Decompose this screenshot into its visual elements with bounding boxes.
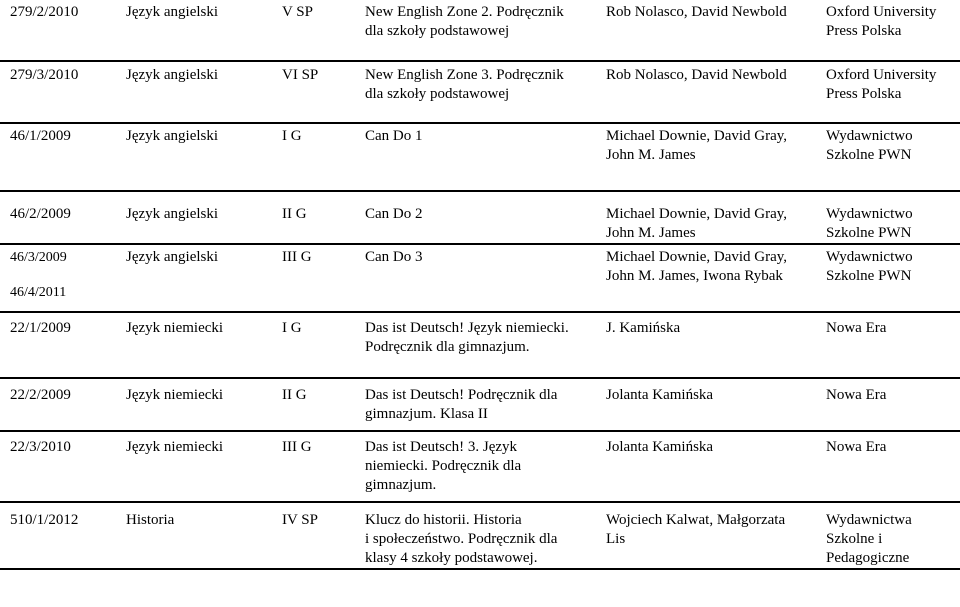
title-line: Podręcznik dla gimnazjum. [365, 339, 530, 355]
catalog-number-cell [0, 431, 114, 502]
level-cell [269, 431, 354, 502]
authors-cell [595, 0, 810, 61]
publisher-cell [810, 502, 960, 569]
publisher-cell [810, 191, 960, 244]
catalog-number-text: 46/2/2009 [10, 206, 71, 222]
title-line: dla szkoły podstawowej [365, 23, 510, 39]
authors-line: Lis [606, 531, 626, 547]
publisher-line: Szkolne PWN [826, 147, 912, 163]
publisher-line: Pedagogiczne [826, 550, 910, 566]
authors-cell [595, 431, 810, 502]
catalog-number-text: 22/2/2009 [10, 387, 71, 403]
level-text: IV SP [282, 512, 318, 528]
subject-text: Historia [126, 512, 175, 528]
title-line: Can Do 1 [365, 128, 423, 144]
title-line: klasy 4 szkoły podstawowej. [365, 550, 538, 566]
catalog-number-cell [0, 378, 114, 431]
catalog-number-text: 22/1/2009 [10, 320, 71, 336]
subject-text: Język angielski [126, 128, 219, 144]
subject-cell [114, 0, 269, 61]
subject-text: Język angielski [126, 67, 219, 83]
title-line: niemiecki. Podręcznik dla [365, 458, 522, 474]
publisher-line: Nowa Era [826, 320, 887, 336]
authors-cell [595, 502, 810, 569]
catalog-number-cell [0, 244, 114, 312]
authors-cell [595, 191, 810, 244]
table-row [0, 123, 960, 191]
publisher-cell [810, 123, 960, 191]
level-cell [269, 123, 354, 191]
publisher-cell [810, 378, 960, 431]
publisher-line: Szkolne PWN [826, 225, 912, 241]
title-line: Das ist Deutsch! Podręcznik dla [365, 387, 558, 403]
publisher-line: Nowa Era [826, 387, 887, 403]
title-cell [354, 244, 595, 312]
catalog-number-cell [0, 502, 114, 569]
level-cell [269, 312, 354, 378]
table-row [0, 378, 960, 431]
publisher-line: Wydawnictwa [826, 512, 912, 528]
catalog-number-text: 46/1/2009 [10, 128, 71, 144]
subject-text: Język angielski [126, 206, 219, 222]
authors-cell [595, 378, 810, 431]
authors-line: Michael Downie, David Gray, [606, 249, 788, 265]
title-cell [354, 502, 595, 569]
level-cell [269, 502, 354, 569]
catalog-number-cell [0, 61, 114, 123]
publisher-line: Szkolne PWN [826, 268, 912, 284]
publisher-line: Oxford University [826, 4, 937, 20]
publisher-cell [810, 61, 960, 123]
title-line: Das ist Deutsch! Język niemiecki. [365, 320, 569, 336]
catalog-number-cell [0, 0, 114, 61]
level-text: II G [282, 206, 307, 222]
subject-cell [114, 244, 269, 312]
catalog-number-text: 510/1/2012 [10, 512, 79, 528]
title-line: Klucz do historii. Historia [365, 512, 522, 528]
publisher-cell [810, 244, 960, 312]
subject-cell [114, 431, 269, 502]
level-cell [269, 0, 354, 61]
title-line: i społeczeństwo. Podręcznik dla [365, 531, 558, 547]
authors-cell [595, 123, 810, 191]
subject-cell [114, 61, 269, 123]
table-row [0, 431, 960, 502]
subject-text: Język angielski [126, 4, 219, 20]
subject-cell [114, 502, 269, 569]
catalog-number-cell [0, 191, 114, 244]
catalog-number-secondary: 46/4/2011 [10, 285, 67, 300]
catalog-number-text: 279/3/2010 [10, 67, 79, 83]
publisher-line: Press Polska [826, 23, 902, 39]
catalog-number-cell [0, 312, 114, 378]
table-row [0, 61, 960, 123]
title-line: Can Do 3 [365, 249, 423, 265]
level-text: V SP [282, 4, 313, 20]
authors-cell [595, 61, 810, 123]
level-text: VI SP [282, 67, 319, 83]
publisher-cell [810, 0, 960, 61]
title-line: gimnazjum. [365, 477, 437, 493]
title-line: dla szkoły podstawowej [365, 86, 510, 102]
table-row [0, 312, 960, 378]
authors-line: Michael Downie, David Gray, [606, 206, 788, 222]
authors-line: Michael Downie, David Gray, [606, 128, 788, 144]
title-cell [354, 0, 595, 61]
level-cell [269, 191, 354, 244]
publisher-line: Press Polska [826, 86, 902, 102]
level-text: III G [282, 249, 312, 265]
level-cell [269, 61, 354, 123]
title-cell [354, 191, 595, 244]
publisher-line: Nowa Era [826, 439, 887, 455]
subject-text: Język niemiecki [126, 387, 224, 403]
table-row [0, 191, 960, 244]
subject-cell [114, 378, 269, 431]
authors-cell [595, 244, 810, 312]
authors-line: John M. James, Iwona Rybak [606, 268, 783, 284]
authors-line: John M. James [606, 147, 696, 163]
title-line: gimnazjum. Klasa II [365, 406, 488, 422]
level-text: II G [282, 387, 307, 403]
table-row [0, 244, 960, 312]
title-line: New English Zone 3. Podręcznik [365, 67, 564, 83]
publisher-line: Wydawnictwo [826, 128, 913, 144]
authors-line: Jolanta Kamińska [606, 439, 714, 455]
authors-line: Rob Nolasco, David Newbold [606, 67, 787, 83]
authors-line: Rob Nolasco, David Newbold [606, 4, 787, 20]
authors-line: J. Kamińska [606, 320, 681, 336]
subject-cell [114, 123, 269, 191]
publisher-cell [810, 312, 960, 378]
title-line: Can Do 2 [365, 206, 423, 222]
publisher-line: Wydawnictwo [826, 206, 913, 222]
title-line: Das ist Deutsch! 3. Język [365, 439, 518, 455]
publisher-line: Wydawnictwo [826, 249, 913, 265]
publisher-line: Oxford University [826, 67, 937, 83]
authors-line: Jolanta Kamińska [606, 387, 714, 403]
publisher-line: Szkolne i [826, 531, 883, 547]
publisher-cell [810, 431, 960, 502]
title-cell [354, 123, 595, 191]
title-line: New English Zone 2. Podręcznik [365, 4, 564, 20]
table-row [0, 502, 960, 569]
subject-text: Język angielski [126, 249, 219, 265]
level-text: I G [282, 128, 302, 144]
authors-line: Wojciech Kalwat, Małgorzata [606, 512, 786, 528]
title-cell [354, 61, 595, 123]
subject-cell [114, 312, 269, 378]
subject-text: Język niemiecki [126, 320, 224, 336]
authors-line: John M. James [606, 225, 696, 241]
title-cell [354, 312, 595, 378]
level-cell [269, 244, 354, 312]
title-cell [354, 378, 595, 431]
authors-cell [595, 312, 810, 378]
catalog-number-text: 279/2/2010 [10, 4, 79, 20]
level-text: III G [282, 439, 312, 455]
catalog-number-text: 46/3/2009 [10, 250, 67, 265]
level-cell [269, 378, 354, 431]
table-row [0, 0, 960, 61]
subject-text: Język niemiecki [126, 439, 224, 455]
title-cell [354, 431, 595, 502]
catalog-number-cell [0, 123, 114, 191]
level-text: I G [282, 320, 302, 336]
catalog-number-text: 22/3/2010 [10, 439, 71, 455]
subject-cell [114, 191, 269, 244]
